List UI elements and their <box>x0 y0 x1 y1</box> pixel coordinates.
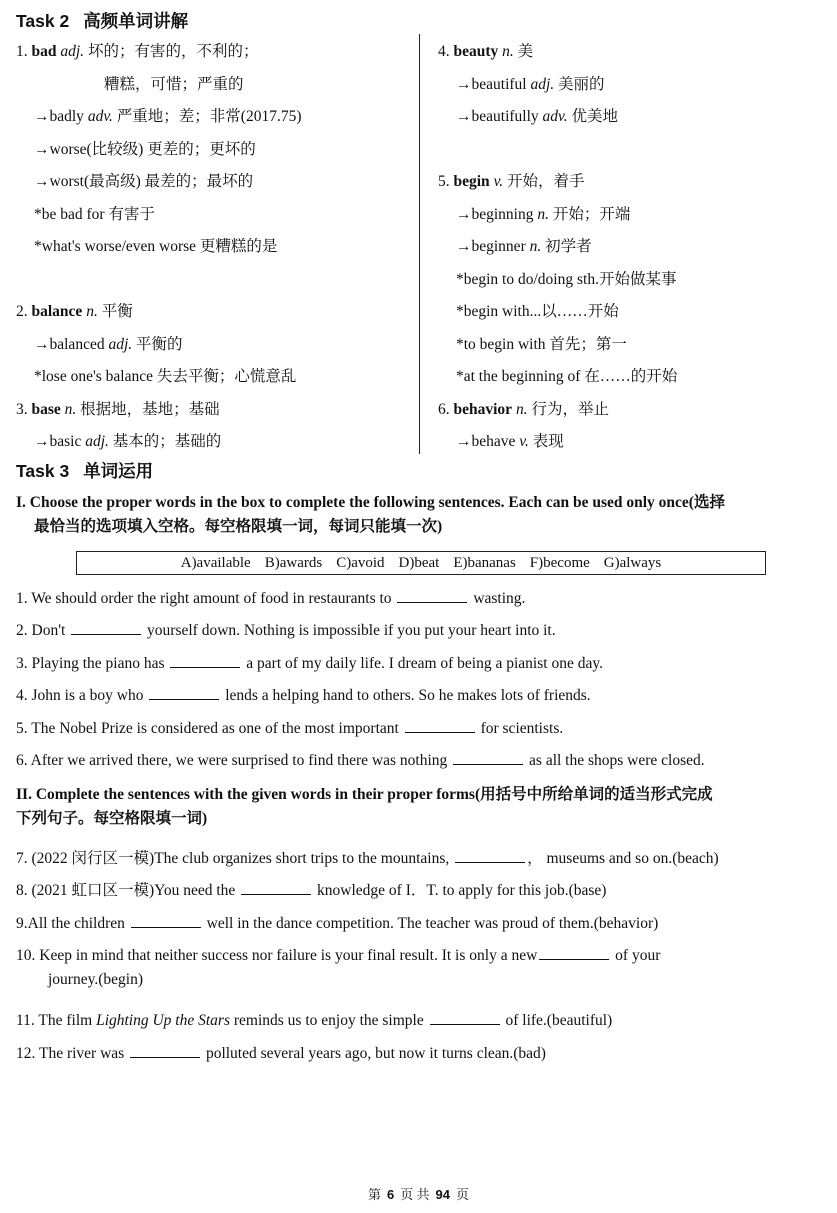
definition-continued: 糟糕，可惜；严重的 <box>104 75 244 93</box>
question-1 <box>16 587 825 611</box>
derived-word: →basic <box>34 433 82 450</box>
footer-total-pages: 94 <box>435 1187 450 1202</box>
headword: behavior <box>453 400 513 418</box>
question-text: 7. (2022 闵行区一模)The club organizes short trips to the mountains, <box>16 850 454 867</box>
vocab-line <box>438 268 828 301</box>
column-divider <box>419 34 420 454</box>
vocab-line <box>16 203 416 236</box>
footer-prefix: 第 <box>368 1187 382 1202</box>
usage-note: *lose one's balance 失去平衡；心慌意乱 <box>34 368 297 385</box>
vocab-line <box>16 170 416 203</box>
part-of-speech: adv. <box>542 108 568 125</box>
option-d: D)beat <box>398 554 440 571</box>
vocab-line <box>438 170 828 203</box>
option-a: A)available <box>180 554 251 571</box>
question-text: 11. The film <box>16 1012 97 1029</box>
vocab-line <box>438 235 828 268</box>
entry-number: 1. <box>16 43 28 60</box>
definition: 优美地 <box>571 108 619 125</box>
vocab-line <box>438 203 828 236</box>
definition: 开始；开端 <box>552 205 631 223</box>
task3-heading <box>16 458 153 483</box>
headword: balance <box>31 303 83 320</box>
question-10 <box>16 944 825 992</box>
part-of-speech: adj. <box>530 75 555 93</box>
part-of-speech: n. <box>537 205 549 223</box>
definition: 坏的；有害的，不利的； <box>87 43 259 60</box>
entry-number: 5. <box>438 173 450 190</box>
vocab-line <box>16 235 416 268</box>
option-g: G)always <box>603 554 662 571</box>
question-4 <box>16 684 825 708</box>
question-text: 9.All the children <box>16 915 129 932</box>
entry-number: 4. <box>438 43 450 60</box>
derived-word: →beautiful <box>456 75 527 93</box>
footer-middle: 页 共 <box>400 1187 430 1202</box>
definition: 平衡的 <box>136 335 183 353</box>
part-of-speech: adj. <box>85 433 109 450</box>
definition: 严重地；差；非常(2017.75) <box>116 108 302 125</box>
headword: base <box>31 400 61 418</box>
part-of-speech: adj. <box>108 335 133 353</box>
headword: begin <box>453 173 490 190</box>
question-text-after: a part of my daily life. I dream of being a pianist one day. <box>242 655 603 672</box>
derived-word: →beginner <box>456 238 526 255</box>
question-6 <box>16 749 825 773</box>
usage-note: *begin to do/doing sth.开始做某事 <box>456 270 677 288</box>
answer-blank[interactable] <box>71 620 141 635</box>
vocab-line <box>16 398 416 431</box>
part-of-speech: n. <box>515 400 528 418</box>
definition: 表现 <box>532 433 564 450</box>
part-of-speech: n. <box>86 303 98 320</box>
answer-blank[interactable] <box>405 718 475 733</box>
film-title: Lighting Up the Stars <box>96 1012 230 1029</box>
question-9 <box>16 912 825 936</box>
vocab-line <box>16 138 416 171</box>
question-text-after: for scientists. <box>476 720 564 737</box>
question-11 <box>16 1009 825 1033</box>
derived-word: →beginning <box>456 205 534 223</box>
question-text: 3. Playing the piano has <box>16 655 169 672</box>
vocab-column-right <box>438 40 828 463</box>
answer-blank[interactable] <box>397 588 467 603</box>
footer-page-number: 6 <box>387 1187 395 1202</box>
question-text-after: lends a helping hand to others. So he makes lots of friends. <box>221 687 591 704</box>
vocab-line <box>438 333 828 366</box>
task3-label: Task 3 <box>16 461 70 481</box>
vocab-line <box>16 40 416 73</box>
vocab-line <box>438 40 828 73</box>
question-text-mid: reminds us to enjoy the simple <box>230 1012 428 1029</box>
question-2 <box>16 619 825 643</box>
question-text-after: of your <box>611 947 661 964</box>
definition: 行为，举止 <box>531 400 609 418</box>
question-text-after: well in the dance competition. The teacher was proud of them.(behavior) <box>202 915 659 932</box>
derived-word: →balanced <box>34 335 105 353</box>
question-text-continued: journey.(begin) <box>48 971 143 988</box>
definition: 平衡 <box>101 303 133 320</box>
part-of-speech: adj. <box>60 43 85 60</box>
blank-line <box>438 138 828 171</box>
derived-word: →beautifully <box>456 108 539 125</box>
answer-blank[interactable] <box>130 1043 200 1058</box>
definition: 美丽的 <box>558 75 605 93</box>
answer-blank[interactable] <box>170 653 240 668</box>
vocab-line <box>16 333 416 366</box>
option-f: F)become <box>529 554 590 571</box>
vocab-column-left <box>16 40 416 463</box>
vocab-line <box>16 365 416 398</box>
definition: 初学者 <box>545 238 592 255</box>
vocab-line <box>16 105 416 138</box>
task2-heading <box>16 8 188 33</box>
vocab-line <box>438 105 828 138</box>
question-text-after: knowledge of I．T. to apply for this job.(base) <box>313 882 607 899</box>
question-text: 6. After we arrived there, we were surprised to find there was nothing <box>16 752 452 769</box>
definition: 基本的；基础的 <box>112 433 222 450</box>
answer-blank[interactable] <box>453 750 523 765</box>
question-text-after: yourself down. Nothing is impossible if you put your heart into it. <box>143 622 556 639</box>
entry-number: 6. <box>438 400 450 418</box>
question-8 <box>16 879 825 903</box>
word-options-box <box>76 551 766 575</box>
section1-instructions <box>16 491 823 539</box>
vocab-line <box>438 365 828 398</box>
vocab-line <box>438 430 828 463</box>
usage-note: *to begin with 首先；第一 <box>456 335 627 353</box>
section1-line1: I. Choose the proper words in the box to complete the following sentences. Each can be used only once(选择 <box>16 494 725 511</box>
headword: beauty <box>453 43 499 60</box>
section2-instructions <box>16 783 823 831</box>
usage-note: *at the beginning of 在……的开始 <box>456 368 678 385</box>
vocab-line <box>16 300 416 333</box>
vocab-line <box>438 300 828 333</box>
usage-note: *be bad for 有害于 <box>34 205 155 223</box>
usage-note: *what's worse/even worse 更糟糕的是 <box>34 238 278 255</box>
option-e: E)bananas <box>453 554 516 571</box>
usage-note: →worse(比较级) 更差的；更坏的 <box>34 140 256 158</box>
task2-title: 高频单词讲解 <box>83 11 189 31</box>
vocab-line <box>438 73 828 106</box>
section2-line1: II. Complete the sentences with the given words in their proper forms(用括号中所给单词的适当形式完成 <box>16 786 713 803</box>
definition: 开始，着手 <box>507 173 585 190</box>
part-of-speech: v. <box>493 173 504 190</box>
entry-number: 3. <box>16 400 28 418</box>
part-of-speech: n. <box>529 238 542 255</box>
usage-note: →worst(最高级) 最差的；最坏的 <box>34 173 254 190</box>
question-3 <box>16 652 825 676</box>
part-of-speech: n. <box>502 43 514 60</box>
question-7 <box>16 847 825 871</box>
footer-suffix: 页 <box>455 1187 469 1202</box>
entry-number: 2. <box>16 303 28 320</box>
question-text-after: wasting. <box>469 590 526 607</box>
question-text: 4. John is a boy who <box>16 687 148 704</box>
section1-line2: 最恰当的选项填入空格。每空格限填一词，每词只能填一次) <box>34 518 443 535</box>
question-text-after: polluted several years ago, but now it turns clean.(bad) <box>202 1045 546 1062</box>
option-c: C)avoid <box>336 554 385 571</box>
question-text: 1. We should order the right amount of food in restaurants to <box>16 590 396 607</box>
vocab-line <box>438 398 828 431</box>
page-footer <box>0 1184 837 1203</box>
answer-blank[interactable] <box>430 1010 500 1025</box>
task2-label: Task 2 <box>16 11 70 31</box>
question-text-after: as all the shops were closed. <box>525 752 705 769</box>
derived-word: →behave <box>456 433 516 450</box>
headword: bad <box>31 43 57 60</box>
option-b: B)awards <box>264 554 323 571</box>
task3-title: 单词运用 <box>83 461 154 481</box>
part-of-speech: adv. <box>87 108 113 125</box>
usage-note: *begin with...以……开始 <box>456 303 619 320</box>
part-of-speech: v. <box>519 433 529 450</box>
question-5 <box>16 717 825 741</box>
answer-blank[interactable] <box>149 685 219 700</box>
question-text: 8. (2021 虹口区一模)You need the <box>16 882 240 899</box>
question-text: 2. Don't <box>16 622 70 639</box>
answer-blank[interactable] <box>241 880 311 895</box>
definition: 美 <box>517 43 534 60</box>
derived-word: →badly <box>34 108 84 125</box>
answer-blank[interactable] <box>455 848 525 863</box>
question-text-after: ， museums and so on.(beach) <box>527 850 719 867</box>
question-12 <box>16 1042 825 1066</box>
question-text-after: of life.(beautiful) <box>501 1012 613 1029</box>
answer-blank[interactable] <box>131 913 201 928</box>
blank-line <box>16 268 416 301</box>
question-text: 12. The river was <box>16 1045 129 1062</box>
part-of-speech: n. <box>64 400 77 418</box>
answer-blank[interactable] <box>539 945 609 960</box>
section2-line2: 下列句子。每空格限填一词) <box>16 810 208 827</box>
question-text: 10. Keep in mind that neither success nor failure is your final result. It is only a new <box>16 947 538 964</box>
question-text: 5. The Nobel Prize is considered as one of the most important <box>16 720 403 737</box>
definition: 根据地，基地；基础 <box>80 400 220 418</box>
vocab-line <box>16 73 416 106</box>
